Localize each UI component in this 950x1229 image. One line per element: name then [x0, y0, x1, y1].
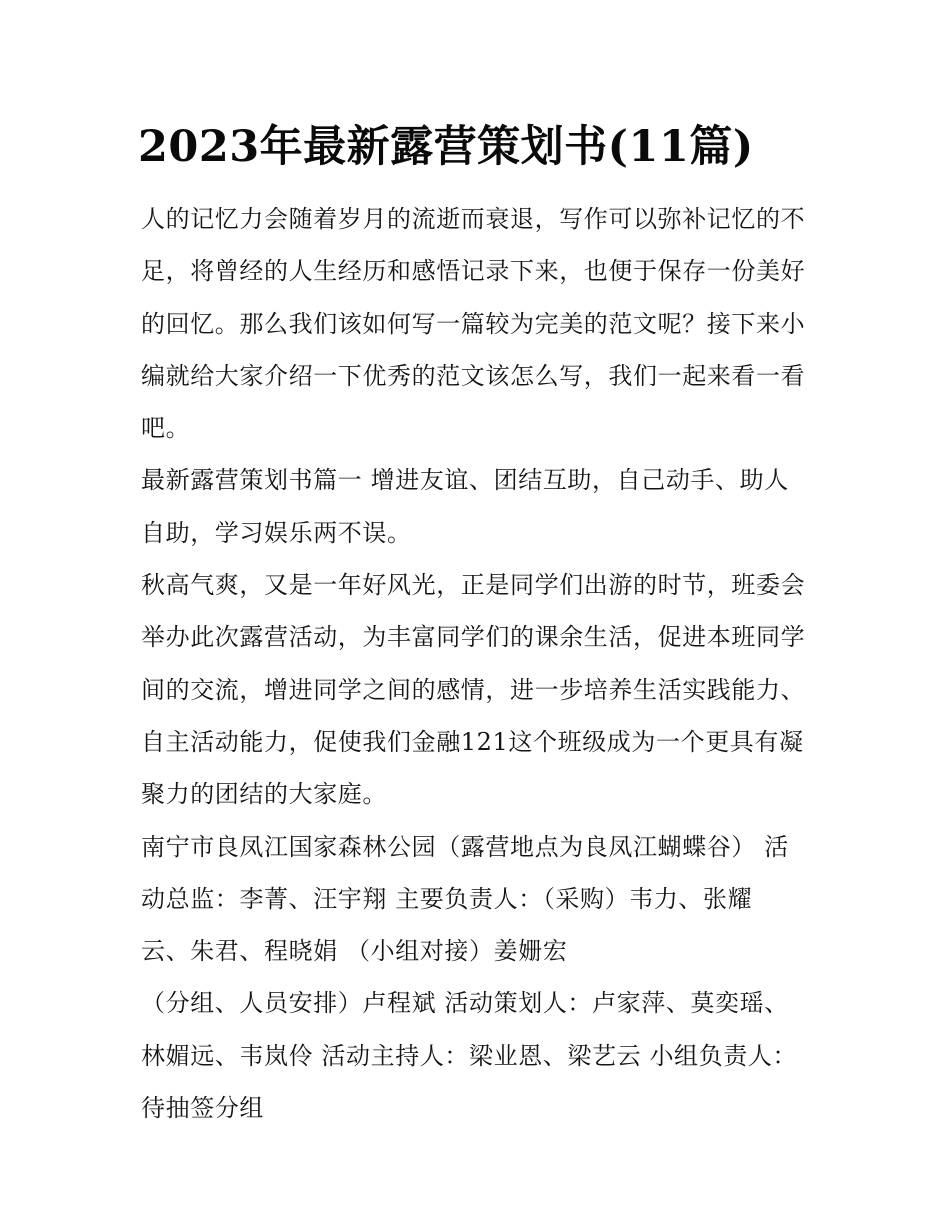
text-line: 编就给大家介绍一下优秀的范文该怎么写，我们一起来看一看: [141, 361, 806, 390]
document-title: 2023年最新露营策划书(11篇): [138, 122, 754, 172]
text-line: 自助，学习娱乐两不误。: [141, 518, 412, 547]
text-line: 最新露营策划书篇一 增进友谊、团结互助，自己动手、助人: [141, 466, 789, 495]
text-line: 动总监：李菁、汪宇翔 主要负责人：（采购）韦力、张耀: [141, 884, 753, 913]
text-line: 的回忆。那么我们该如何写一篇较为完美的范文呢？接下来小: [141, 309, 806, 338]
text-line: 人的记忆力会随着岁月的流逝而衰退，写作可以弥补记忆的不: [141, 205, 806, 233]
text-line: 自主活动能力，促使我们金融121这个班级成为一个更具有凝: [141, 727, 804, 756]
text-line: 南宁市良凤江国家森林公园（露营地点为良凤江蝴蝶谷） 活: [141, 832, 789, 861]
text-line: 举办此次露营活动，为丰富同学们的课余生活，促进本班同学: [141, 623, 806, 652]
text-line: 聚力的团结的大家庭。: [141, 780, 387, 809]
text-line: 待抽签分组: [141, 1094, 264, 1123]
text-line: 秋高气爽，又是一年好风光，正是同学们出游的时节，班委会: [141, 571, 806, 600]
text-line: 足，将曾经的人生经历和感悟记录下来，也便于保存一份美好: [141, 257, 806, 286]
text-line: 间的交流，增进同学之间的感情，进一步培养生活实践能力、: [141, 675, 806, 704]
text-line: （分组、人员安排）卢程斌 活动策划人：卢家萍、莫奕瑶、: [141, 989, 789, 1018]
text-line: 林媚远、韦岚伶 活动主持人：梁业恩、梁艺云 小组负责人：: [141, 1041, 798, 1070]
document-body: [141, 193, 841, 1134]
text-line: 云、朱君、程晓娟 （小组对接）姜姗宏: [141, 937, 568, 966]
text-line: 吧。: [141, 414, 191, 443]
